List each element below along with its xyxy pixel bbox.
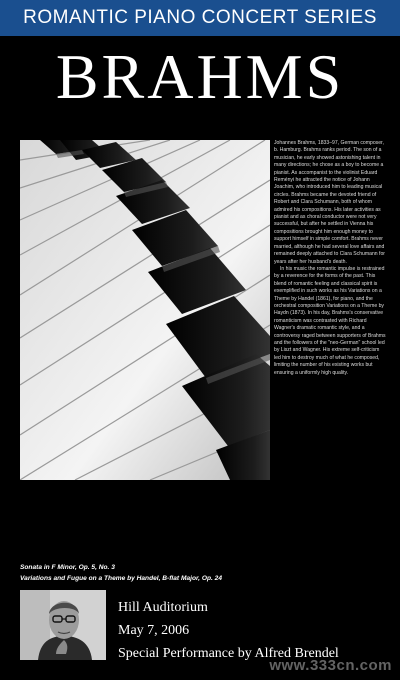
concert-date: May 7, 2006 [118, 623, 190, 638]
bio-paragraph: In his music the romantic impulse is restrained by a reverence for the forms of the past. This blend of romantic feeling and classical spirit is exemplified in such works as his Variations on a Theme by Handel (1861), for piano, and the orchestral composition Variations on a Theme by Haydn (1873). In his day, Brahms's conservative romanticism was contrasted with Richard Wagner's dramatic romantic style, and a controversy raged between supporters of Brahms and the followers of the "neo-German" school led by Liszt and Wagner. His extreme self-criticism led him to destroy much of what he composed, limiting the number of his existing works but ensuring a uniformly high quality. [274, 265, 386, 376]
performer: Special Performance by Alfred Brendel [118, 646, 339, 661]
piano-keys-photo [20, 140, 270, 480]
series-banner [0, 0, 400, 36]
series-title: ROMANTIC PIANO CONCERT SERIES [23, 7, 377, 28]
program-item: Variations and Fugue on a Theme by Handel, B-flat Major, Op. 24 [20, 575, 222, 582]
program-list [20, 562, 390, 584]
portrait-illustration [20, 590, 106, 660]
program-item: Sonata in F Minor, Op. 5, No. 3 [20, 564, 115, 571]
pianist-portrait-photo [20, 590, 106, 660]
watermark: www.333cn.com [269, 657, 392, 674]
composer-biography [274, 140, 386, 480]
piano-keys-illustration [20, 140, 270, 480]
concert-details [118, 596, 398, 665]
main-title: BRAHMS [55, 41, 345, 112]
bio-paragraph: Johannes Brahms, 1833–97, German composer, b. Hamburg. Brahms ranks period. The son of a musician, he early showed astonishing talent in many directions; he chose as a boy to become a pianist. As accompanist to the violinist Eduard Reményi he attracted the notice of Johann Joachim, who introduced him to leading musical circles. Brahms became the devoted friend of Robert and Clara Schumann, both of whom admired his compositions. His later activities as pianist and as choral conductor were not very successful, but after he settled in Vienna his compositions brought him enough money to support himself in simple comfort. Brahms never married, although he had several love affairs and remained deeply attached to Clara Schumann for years after her husband's death. [274, 140, 385, 265]
venue: Hill Auditorium [118, 600, 208, 615]
